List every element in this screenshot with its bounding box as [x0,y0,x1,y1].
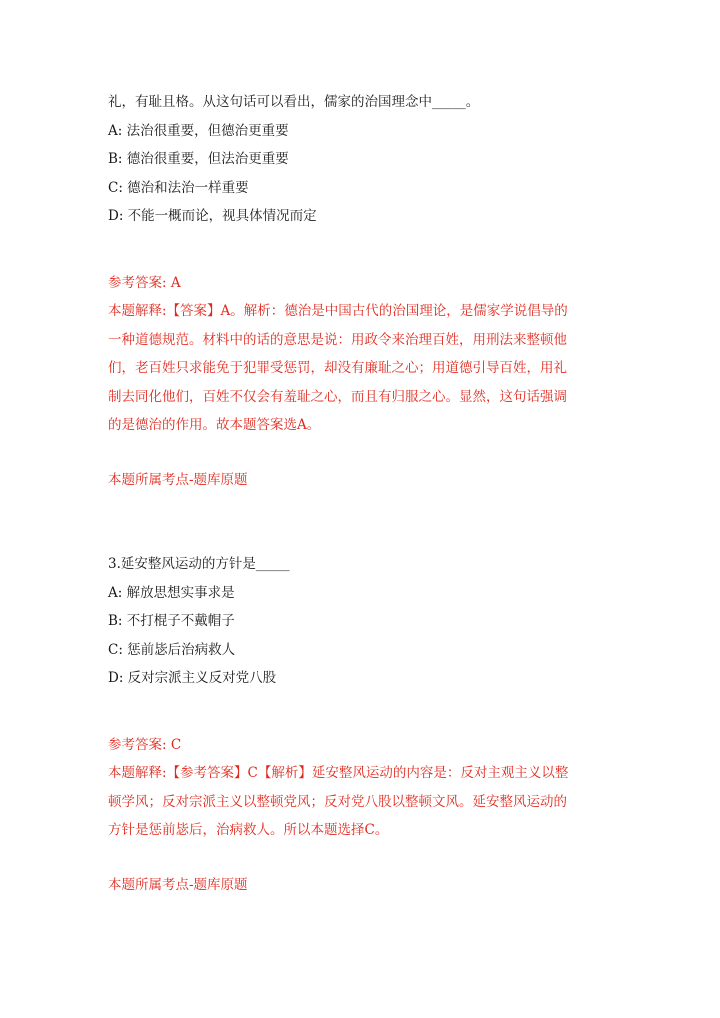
q3-option-b: B: 不打棍子不戴帽子 [108,613,235,629]
q1-answer: 参考答案: A [108,274,181,291]
spacer [108,845,614,871]
q1-explanation-line: 的是德治的作用。故本题答案选A。 [108,417,321,433]
q1-source: 本题所属考点-题库原题 [108,471,248,488]
q3-option-a: A: 解放思想实事求是 [108,584,235,601]
document-page [108,88,614,899]
q3-option-c: C: 惩前毖后治病救人 [108,641,236,658]
q1-option-c: C: 德治和法治一样重要 [108,179,249,196]
q1-explanation-line: 制去同化他们，百姓不仅会有羞耻之心，而且有归服之心。显然，这句话强调 [108,388,567,405]
q1-option-b: B: 德治很重要，但法治更重要 [108,151,289,167]
q3-option-d: D: 反对宗派主义反对党八股 [108,670,277,686]
q1-explanation-line: 们，老百姓只求能免于犯罪受惩罚，却没有廉耻之心；用道德引导百姓，用礼 [108,360,567,376]
q1-stem-tail: 礼，有耻且格。从这句话可以看出，儒家的治国理念中_____。 [108,94,480,110]
q1-option-d: D: 不能一概而论，视具体情况而定 [108,208,317,224]
spacer [108,440,614,466]
q3-source: 本题所属考点-题库原题 [108,876,248,893]
q1-explanation-line: 一种道德规范。材料中的话的意思是说：用政令来治理百姓，用刑法来整顿他 [108,331,567,348]
q3-explanation-line: 顿学风；反对宗派主义以整顿党风；反对党八股以整顿文风。延安整风运动的 [108,793,567,810]
spacer [108,231,614,269]
spacer [108,494,614,550]
q3-explanation-line: 方针是惩前毖后，治病救人。所以本题选择C。 [108,822,389,838]
q1-explanation [108,297,614,440]
q3-explanation-line: 本题解释:【参考答案】C【解析】延安整风运动的内容是：反对主观主义以整 [108,765,569,781]
spacer [108,693,614,731]
q1-option-a: A: 法治很重要，但德治更重要 [108,122,289,139]
q3-answer: 参考答案: C [108,736,182,753]
q3-stem: 3.延安整风运动的方针是_____ [108,556,290,572]
q1-explanation-line: 本题解释:【答案】A。解析：德治是中国古代的治国理论，是儒家学说倡导的 [108,303,568,319]
q3-explanation [108,759,614,845]
